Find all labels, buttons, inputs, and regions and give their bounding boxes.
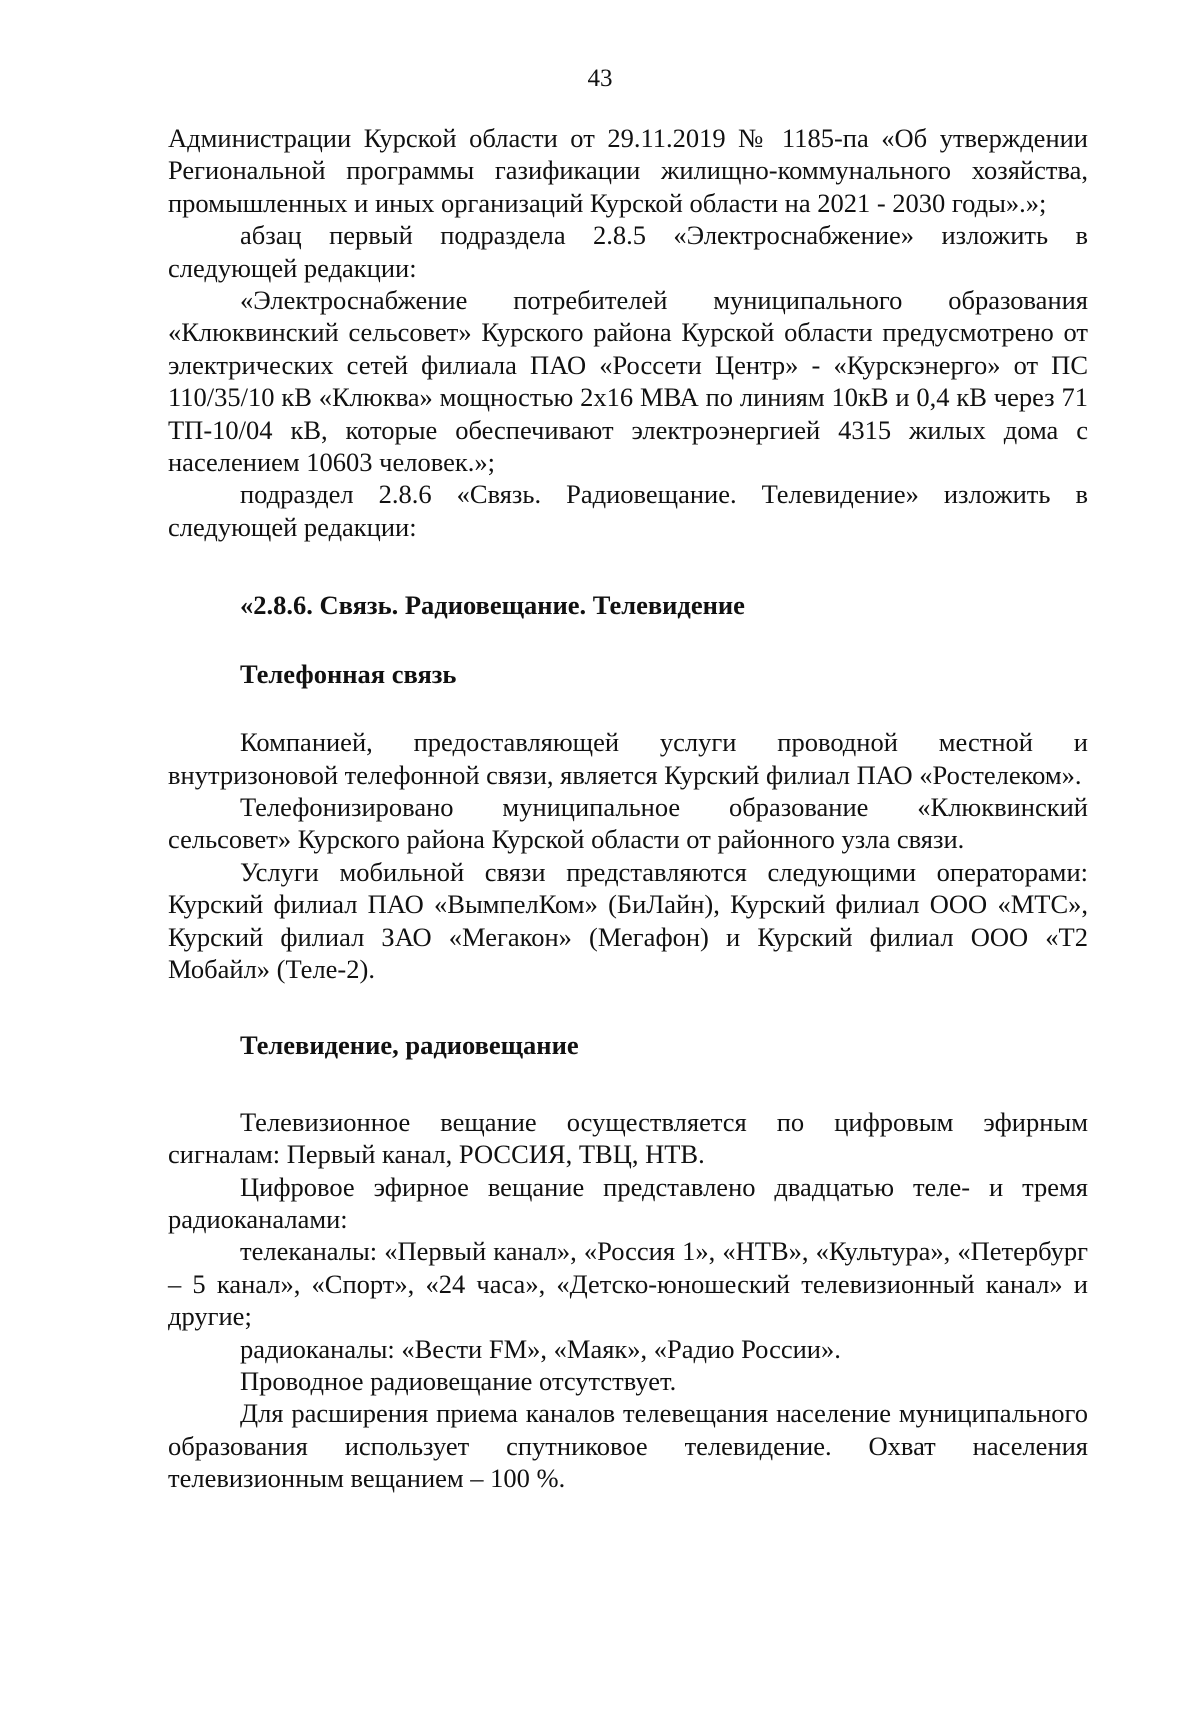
spacer [168, 985, 1088, 1029]
paragraph-tv-broadcasting: Телевизионное вещание осуществляется по цифровым эфирным сигналам: Первый канал, РОССИЯ, ТВЦ, НТВ. [168, 1106, 1088, 1170]
paragraph-mobile-operators: Услуги мобильной связи представляются следующими операторами: Курский филиал ПАО «ВымпелКом» (БиЛайн), Курский филиал ООО «МТС», Курский филиал ЗАО «Мегакон» (Мегафон) и Курский филиал ООО «Т2 Мобайл» (Теле-2). [168, 856, 1088, 984]
spacer [168, 690, 1088, 726]
spacer [168, 1062, 1088, 1106]
subheading-tv-radio: Телевидение, радиовещание [240, 1030, 579, 1061]
paragraph-subsection-2-8-5: абзац первый подраздела 2.8.5 «Электроснабжение» изложить в следующей редакции: [168, 220, 1088, 283]
paragraph-subsection-2-8-6: подраздел 2.8.6 «Связь. Радиовещание. Телевидение» изложить в следующей редакции: [168, 479, 1088, 542]
paragraph-telephonization: Телефонизировано муниципальное образование «Клюквинский сельсовет» Курского района Курской области от районного узла связи. [168, 791, 1088, 855]
section-heading: «2.8.6. Связь. Радиовещание. Телевидение [240, 590, 745, 621]
paragraph-electricity-supply: «Электроснабжение потребителей муниципального образования «Клюквинский сельсовет» Курского района Курской области предусмотрено от электрических сетей филиала ПАО «Россети Центр» - «Курскэнерго» от ПС 110/35/10 кВ «Клюква» мощностью 2х16 МВА по линиям 10кВ и 0,4 кВ через 71 ТП-10/04 кВ, которые обеспечивают электроэнергией 4315 жилых дома с населением 10603 человек.»; [168, 285, 1088, 478]
paragraph-administration-ref: Администрации Курской области от 29.11.2019 № 1185-па «Об утверждении Региональной программы газификации жилищно-коммунального хозяйства, промышленных и иных организаций Курской области на 2021 - 2030 годы».»; [168, 123, 1088, 218]
document-body [168, 122, 1088, 1495]
paragraph-digital-broadcasting: Цифровое эфирное вещание представлено двадцатью теле- и тремя радиоканалами: [168, 1171, 1088, 1234]
page-number: 43 [587, 65, 613, 92]
spacer [168, 622, 1088, 658]
paragraph-satellite-tv: Для расширения приема каналов телевещания население муниципального образования использует спутниковое телевидение. Охват населения телевизионным вещанием – 100 %. [168, 1398, 1088, 1494]
subheading-telephone: Телефонная связь [240, 658, 457, 689]
paragraph-wired-radio: Проводное радиовещание отсутствует. [240, 1366, 677, 1396]
spacer [168, 543, 1088, 589]
paragraph-radio-channels: радиоканалы: «Вести FM», «Маяк», «Радио России». [240, 1333, 841, 1364]
paragraph-telephone-provider: Компанией, предоставляющей услуги проводной местной и внутризоновой телефонной связи, является Курский филиал ПАО «Ростелеком». [168, 727, 1088, 790]
paragraph-tv-channels: телеканалы: «Первый канал», «Россия 1», «НТВ», «Культура», «Петербург – 5 канал», «Спорт», «24 часа», «Детско-юношеский телевизионный канал» и другие; [168, 1236, 1088, 1332]
